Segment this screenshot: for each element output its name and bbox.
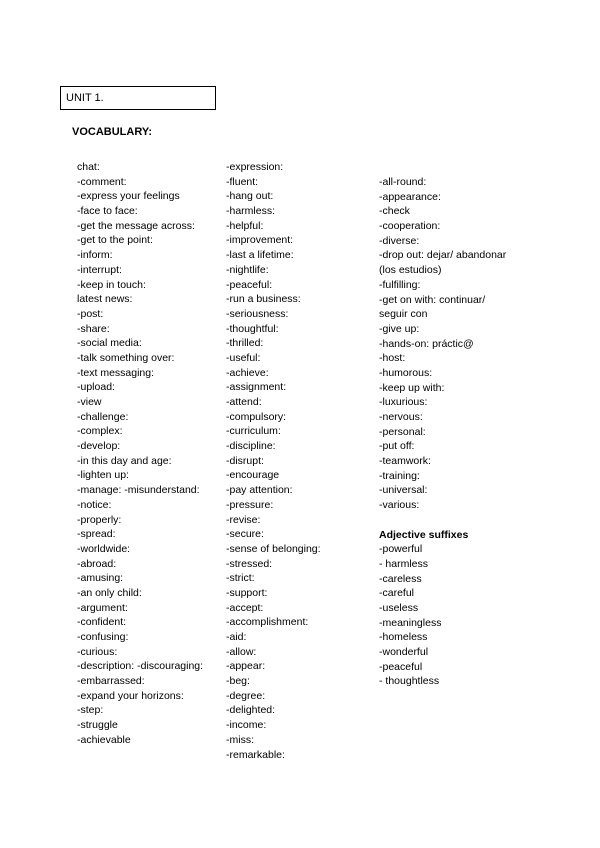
vocab-item: -lighten up:	[77, 469, 129, 482]
vocab-item: -argument:	[77, 601, 128, 614]
vocab-item: -comment:	[77, 175, 127, 188]
vocab-item: -stressed:	[226, 557, 273, 570]
suffix-item: -meaningless	[379, 616, 442, 629]
vocab-item: -an only child:	[77, 586, 142, 599]
vocab-item: -peaceful:	[226, 278, 273, 291]
vocab-column-3	[379, 175, 506, 689]
vocab-item: -upload:	[77, 381, 115, 394]
vocab-item: -put off:	[379, 440, 415, 453]
vocab-item: -keep up with:	[379, 381, 445, 394]
vocab-item: -nervous:	[379, 411, 423, 423]
vocab-item: -pressure:	[226, 498, 274, 511]
vocab-item: -notice:	[77, 498, 112, 511]
vocab-item: -diverse:	[379, 234, 420, 247]
vocab-item: -support:	[226, 586, 268, 599]
vocab-item: -assignment:	[226, 381, 287, 394]
vocab-item: -text messaging:	[77, 366, 155, 379]
vocab-item: -appear:	[226, 660, 266, 673]
vocab-item: -income:	[226, 719, 267, 732]
vocab-item: chat:	[77, 161, 100, 173]
vocab-item: -degree:	[226, 689, 266, 702]
vocab-item: -encourage	[226, 469, 280, 482]
vocab-item: -in this day and age:	[77, 454, 172, 467]
vocab-item: -revise:	[226, 513, 261, 526]
vocab-item: -thrilled:	[226, 337, 264, 350]
vocab-item: -pay attention:	[226, 484, 293, 497]
vocab-item: -develop:	[77, 440, 121, 453]
vocab-item: -achievable	[77, 733, 131, 746]
vocab-item: -remarkable:	[226, 748, 285, 761]
suffix-item: -careless	[379, 572, 422, 585]
vocab-item: -harmless:	[226, 205, 276, 218]
vocab-item: -struggle	[77, 719, 118, 732]
vocab-item: -talk something over:	[77, 351, 175, 364]
vocab-item: -amusing:	[77, 572, 124, 585]
vocab-item: -embarrassed:	[77, 675, 145, 688]
vocab-item: -cooperation:	[379, 220, 441, 233]
vocab-item: -personal:	[379, 425, 426, 438]
vocab-item: -step:	[77, 704, 104, 717]
vocab-item: -training:	[379, 469, 420, 482]
vocab-item: -post:	[77, 307, 104, 320]
unit-title: UNIT 1.	[60, 86, 216, 110]
vocab-item: -fluent:	[226, 175, 259, 188]
vocab-item: -get to the point:	[77, 234, 153, 247]
vocab-item: -get on with: continuar/	[379, 293, 486, 306]
vocab-item: -disrupt:	[226, 454, 264, 467]
suffix-item: -homeless	[379, 631, 428, 644]
vocab-item: -useful:	[226, 351, 261, 364]
vocab-item: -discipline:	[226, 440, 276, 453]
vocab-column-1	[77, 160, 203, 748]
vocab-item: -spread:	[77, 528, 116, 541]
vocab-item: -humorous:	[379, 366, 433, 379]
vocab-item: (los estudios)	[379, 264, 442, 277]
vocab-item: -thoughtful:	[226, 322, 279, 335]
vocab-item: -worldwide:	[77, 542, 131, 555]
suffix-item: -careful	[379, 587, 415, 600]
vocab-column-2	[226, 160, 321, 762]
vocab-item: -appearance:	[379, 190, 441, 203]
vocab-item: -check	[379, 205, 410, 218]
vocab-item: -interrupt:	[77, 263, 122, 276]
vocab-item: -sense of belonging:	[226, 542, 321, 555]
vocab-item: -compulsory:	[226, 410, 287, 423]
vocab-item: -aid:	[226, 631, 247, 643]
vocab-item: -run a business:	[226, 293, 301, 306]
vocab-item: -helpful:	[226, 219, 264, 232]
vocab-item: -drop out: dejar/ abandonar	[379, 249, 507, 262]
vocab-item: -nightlife:	[226, 263, 269, 276]
vocab-item: -various:	[379, 499, 420, 512]
vocab-item: -accept:	[226, 601, 264, 614]
suffix-item: - harmless	[379, 557, 429, 570]
suffix-item: -useless	[379, 601, 419, 614]
vocab-item: -curriculum:	[226, 425, 281, 438]
vocab-item: -give up:	[379, 322, 420, 335]
vocab-item: -achieve:	[226, 366, 269, 379]
vocab-item: -view	[77, 396, 102, 408]
suffix-item: - thoughtless	[379, 675, 440, 688]
vocab-item: -improvement:	[226, 234, 294, 247]
vocab-item: -all-round:	[379, 176, 427, 188]
suffix-item: -powerful	[379, 543, 423, 556]
vocab-item: -attend:	[226, 396, 262, 408]
vocab-item: -get the message across:	[77, 219, 195, 232]
vocab-item: -share:	[77, 322, 110, 335]
vocab-item: -face to face:	[77, 205, 138, 218]
vocab-item: -secure:	[226, 528, 264, 541]
vocab-item: -expand your horizons:	[77, 689, 184, 702]
vocab-item: -inform:	[77, 249, 113, 262]
vocab-item: latest news:	[77, 293, 133, 306]
vocab-item: -express your feelings	[77, 190, 180, 203]
vocab-item: -confusing:	[77, 631, 129, 643]
vocab-item: -complex:	[77, 425, 123, 438]
vocab-item: -keep in touch:	[77, 278, 146, 291]
vocab-item: -host:	[379, 352, 406, 365]
suffix-item: -peaceful	[379, 660, 423, 673]
vocab-item: -hang out:	[226, 190, 274, 203]
vocab-item: -delighted:	[226, 704, 276, 717]
vocab-item: -strict:	[226, 572, 255, 585]
vocab-item: -last a lifetime:	[226, 249, 294, 262]
vocab-item: -manage: -misunderstand:	[77, 484, 200, 497]
vocab-item: -beg:	[226, 675, 250, 688]
vocab-item: -curious:	[77, 645, 118, 658]
vocab-item: -allow:	[226, 645, 257, 658]
suffix-item: -wonderful	[379, 646, 429, 658]
vocab-item: -fulfilling:	[379, 278, 421, 291]
vocab-item: -teamwork:	[379, 455, 431, 468]
vocab-item: -expression:	[226, 161, 284, 173]
vocab-item: -confident:	[77, 616, 127, 629]
vocab-item: -seriousness:	[226, 307, 289, 320]
spacer	[379, 513, 506, 528]
vocab-item: -miss:	[226, 733, 254, 746]
vocabulary-heading: VOCABULARY:	[72, 126, 153, 138]
vocab-item: -challenge:	[77, 410, 129, 423]
vocab-item: -abroad:	[77, 557, 117, 570]
vocab-item: -luxurious:	[379, 396, 428, 409]
vocab-item: -universal:	[379, 484, 428, 497]
suffix-heading: Adjective suffixes	[379, 528, 469, 541]
vocab-item: -accomplishment:	[226, 616, 309, 629]
vocab-item: -hands-on: práctic@	[379, 337, 474, 350]
vocab-item: -properly:	[77, 513, 122, 526]
vocab-item: seguir con	[379, 308, 428, 321]
vocab-item: -description: -discouraging:	[77, 660, 204, 673]
vocab-item: -social media:	[77, 337, 142, 350]
